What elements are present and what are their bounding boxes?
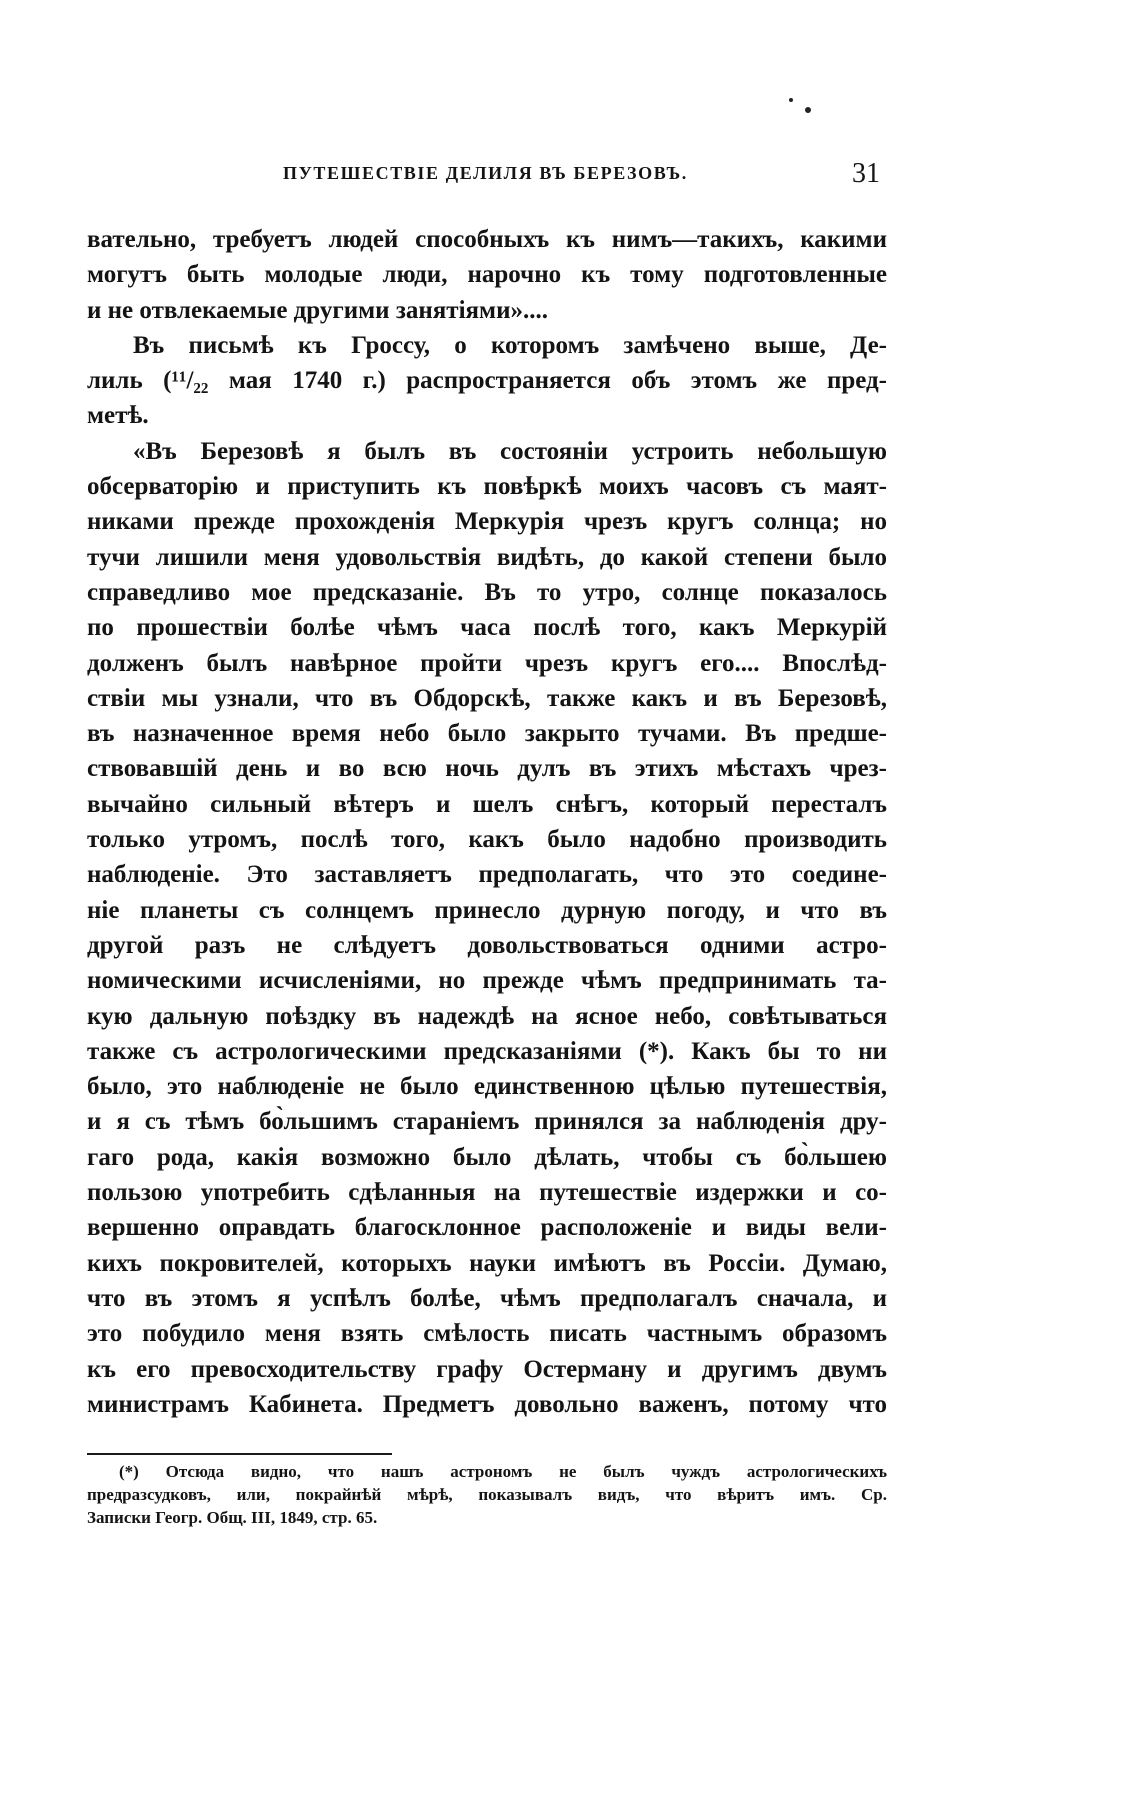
text-line: вычайно сильный вѣтеръ и шелъ снѣгъ, который пересталъ [87, 790, 887, 818]
text-line: вательно, требуетъ людей способныхъ къ нимъ—такихъ, какими [87, 226, 887, 253]
page-number: 31 [852, 158, 880, 189]
text-line: метѣ. [87, 402, 149, 430]
footnote [87, 1460, 887, 1529]
text-line: долженъ былъ навѣрное пройти чрезъ кругъ его.... Впослѣд- [87, 649, 887, 677]
text-line: что въ этомъ я успѣлъ болѣе, чѣмъ предполагалъ сначала, и [87, 1284, 887, 1312]
text-line: вершенно оправдать благосклонное расположеніе и виды вели- [87, 1214, 887, 1242]
text-line: наблюденіе. Это заставляетъ предполагать, что это соедине- [87, 861, 887, 889]
footnote-line: (*) Отсюда видно, что нашъ астрономъ не былъ чуждъ астрологическихъ [119, 1462, 887, 1481]
text-line: въ назначенное время небо было закрыто тучами. Въ предше- [87, 720, 887, 748]
text-line: кихъ покровителей, которыхъ науки имѣютъ въ Россіи. Думаю, [87, 1249, 887, 1277]
text-line: ніе планеты съ солнцемъ принесло дурную погоду, и что въ [87, 896, 887, 924]
text-line: Въ письмѣ къ Гроссу, о которомъ замѣчено выше, Де- [133, 331, 887, 359]
text-line: обсерваторію и приступить къ повѣркѣ моихъ часовъ съ маят- [87, 473, 887, 501]
running-title: ПУТЕШЕСТВІЕ ДЕЛИЛЯ ВЪ БЕРЕЗОВЪ. [283, 163, 688, 183]
text-line: тучи лишили меня удовольствія видѣть, до какой степени было [87, 543, 887, 571]
text-line: также съ астрологическими предсказаніями (*). Какъ бы то ни [87, 1037, 887, 1065]
text-line: это побудило меня взять смѣлость писать частнымъ образомъ [87, 1320, 887, 1348]
print-speck [789, 98, 793, 102]
text-line: пользою употребить сдѣланныя на путешествіе издержки и со- [87, 1179, 887, 1207]
text-line: министрамъ Кабинета. Предметъ довольно важенъ, потому что [87, 1390, 887, 1418]
footnote-line: предразсудковъ, или, покрайнѣй мѣрѣ, показывалъ видъ, что вѣритъ имъ. Ср. [87, 1485, 887, 1504]
text-line: справедливо мое предсказаніе. Въ то утро, солнце показалось [87, 578, 887, 606]
text-line: могутъ быть молодые люди, нарочно къ тому подготовленные [87, 261, 887, 289]
footnote-line: Записки Геогр. Общ. III, 1849, стр. 65. [87, 1508, 378, 1527]
text-line: лиль (¹¹/₂₂ мая 1740 г.) распространяется объ этомъ же пред- [87, 367, 887, 395]
body-text [87, 222, 887, 1422]
text-line: ствовавшій день и во всю ночь дулъ въ этихъ мѣстахъ чрез- [87, 755, 887, 783]
print-speck [805, 107, 811, 113]
text-line: по прошествіи болѣе чѣмъ часа послѣ того, какъ Меркурій [87, 614, 887, 642]
text-line: гаго рода, какія возможно было дѣлать, чтобы съ бо̀льшею [87, 1143, 887, 1171]
text-line: и я съ тѣмъ бо̀льшимъ стараніемъ принялся за наблюденія дру- [87, 1108, 887, 1136]
text-line: никами прежде прохожденія Меркурія чрезъ кругъ солнца; но [87, 508, 887, 536]
text-line: къ его превосходительству графу Остерману и другимъ двумъ [87, 1355, 887, 1383]
text-line: и не отвлекаемые другими занятіями».... [87, 296, 548, 324]
footnote-divider [87, 1453, 392, 1455]
text-line: другой разъ не слѣдуетъ довольствоваться одними астро- [87, 931, 887, 959]
text-line: было, это наблюденіе не было единственною цѣлью путешествія, [87, 1073, 887, 1101]
text-line: ствіи мы узнали, что въ Обдорскѣ, также какъ и въ Березовѣ, [87, 684, 887, 712]
text-line: кую дальную поѣздку въ надеждѣ на ясное небо, совѣтываться [87, 1002, 887, 1030]
text-line: номическими исчисленіями, но прежде чѣмъ предпринимать та- [87, 967, 887, 995]
text-line: «Въ Березовѣ я былъ въ состояніи устроить небольшую [133, 437, 887, 465]
text-line: только утромъ, послѣ того, какъ было надобно производить [87, 826, 887, 854]
